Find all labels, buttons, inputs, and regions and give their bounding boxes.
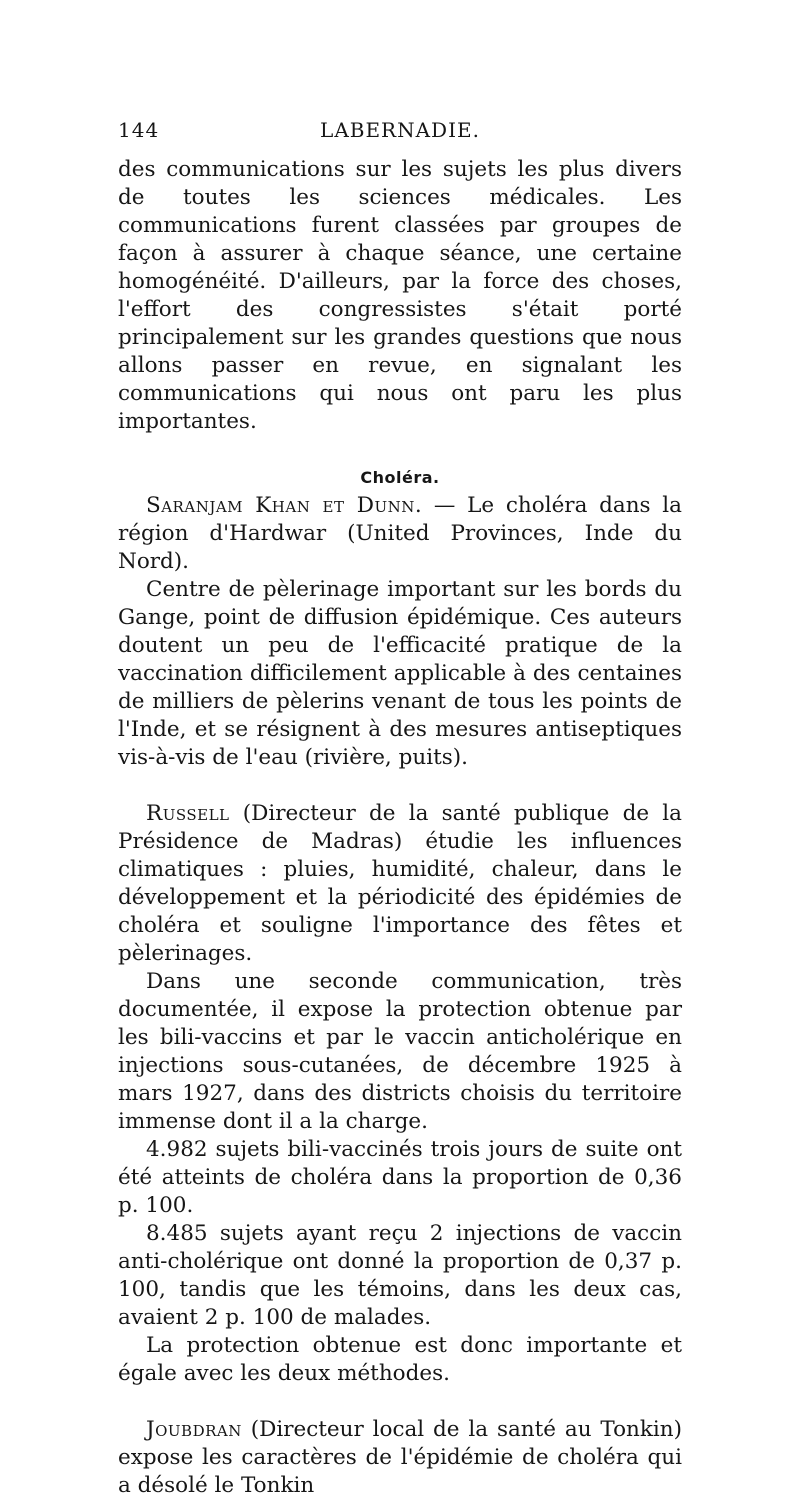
paragraph-joubdran: [118, 1416, 682, 1500]
section-heading: Choléra.: [360, 468, 440, 487]
paragraph-text: (Directeur de la santé publique de la Présidence de Madras) étudie les influences climatiques : pluies, humidité, chaleur, dans le développement et la périodicité des épidémies de choléra et souligne l'importance des fêtes et pèlerinages.: [118, 801, 682, 966]
paragraph-vaccines: Dans une seconde communication, très documentée, il expose la protection obtenue par les bili-vaccins et par le vaccin anticholérique en injections sous-cutanées, de décembre 1925 à mars 1927, dans des districts choisis du territoire immense dont il a la charge.: [118, 969, 682, 1134]
paragraph-russell: [118, 800, 682, 968]
running-header: [118, 118, 682, 146]
body-text: [118, 156, 682, 1500]
author-names: Saranjam Khan et Dunn.: [146, 493, 423, 518]
paragraph-conclusion: La protection obtenue est donc importante et égale avec les deux méthodes.: [118, 1333, 682, 1386]
running-title: LABERNADIE.: [320, 118, 480, 142]
author-name: Joubdran: [146, 1417, 242, 1442]
intro-paragraph: des communications sur les sujets les plus divers de toutes les sciences médicales. Les communications furent classées par groupes de façon à assurer à chaque séance, une certaine homogénéité. D'ailleurs, par la force des choses, l'effort des congressistes s'était porté principalement sur les grandes questions que nous allons passer en revue, en signalant les communications qui nous ont paru les plus importantes.: [118, 157, 682, 434]
paragraph-anti-cholera: 8.485 sujets ayant reçu 2 injections de vaccin anti-cholérique ont donné la proportion de 0,37 p. 100, tandis que les témoins, dans les deux cas, avaient 2 p. 100 de malades.: [118, 1221, 682, 1330]
paragraph-text: — Le choléra dans la région d'Hardwar (United Provinces, Inde du Nord).: [118, 493, 682, 574]
author-name: Russell: [146, 801, 230, 826]
paragraph-text: (Directeur local de la santé au Tonkin) expose les caractères de l'épidémie de choléra qui a désolé le Tonkin: [118, 1417, 682, 1498]
paragraph-hardwar: Centre de pèlerinage important sur les bords du Gange, point de diffusion épidémique. Ces auteurs doutent un peu de l'efficacité pratique de la vaccination difficilement applicable à des centaines de milliers de pèlerins venant de tous les points de l'Inde, et se résignent à des mesures antiseptiques vis-à-vis de l'eau (rivière, puits).: [118, 577, 682, 770]
paragraph-saranjam: [118, 492, 682, 576]
paragraph-bili-vaccines: 4.982 sujets bili-vaccinés trois jours de suite ont été atteints de choléra dans la proportion de 0,36 p. 100.: [118, 1137, 682, 1218]
page-number: 144: [118, 118, 160, 142]
